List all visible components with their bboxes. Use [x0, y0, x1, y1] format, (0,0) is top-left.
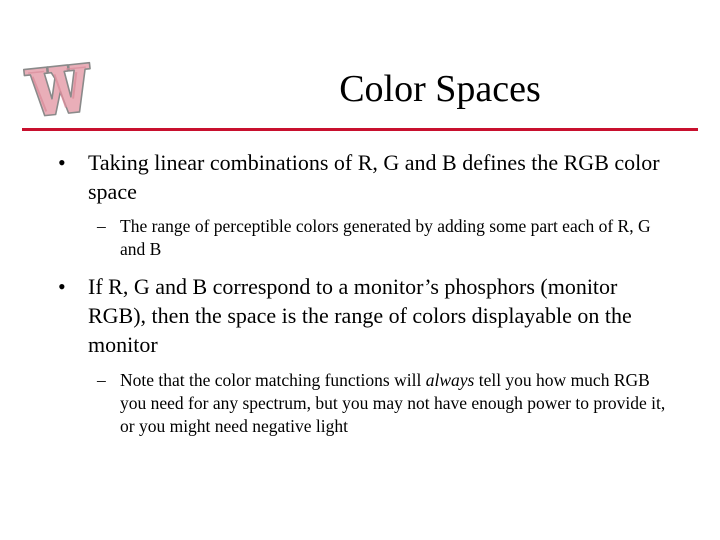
title-divider	[22, 128, 698, 131]
bullet-text: Taking linear combinations of R, G and B defines the RGB color space	[88, 150, 660, 204]
bullet-text: If R, G and B correspond to a monitor’s phosphors (monitor RGB), then the space is the range of colors displayable on the monitor	[88, 274, 632, 357]
wisconsin-w-logo-icon	[20, 56, 98, 122]
dash-icon: –	[97, 370, 106, 390]
sub-bullet-text: The range of perceptible colors generated by adding some part each of R, G and B	[120, 216, 651, 259]
slide-body	[0, 148, 720, 438]
sub-bullet-item	[0, 215, 720, 261]
bullet-icon: •	[58, 150, 66, 175]
bullet-item	[0, 272, 720, 359]
dash-icon: –	[97, 216, 106, 236]
sub-bullet-emphasis: always	[425, 370, 475, 390]
bullet-item	[0, 148, 720, 206]
slide-title: Color Spaces	[339, 68, 541, 110]
sub-bullet-item	[0, 369, 720, 438]
sub-bullet-text-before: Note that the color matching functions will	[120, 370, 426, 390]
sub-bullet-text-after: tell you how much RGB you need for any spectrum, but you may not have enough power to provide it, or you might need negative light	[120, 370, 666, 436]
bullet-icon: •	[58, 274, 66, 299]
